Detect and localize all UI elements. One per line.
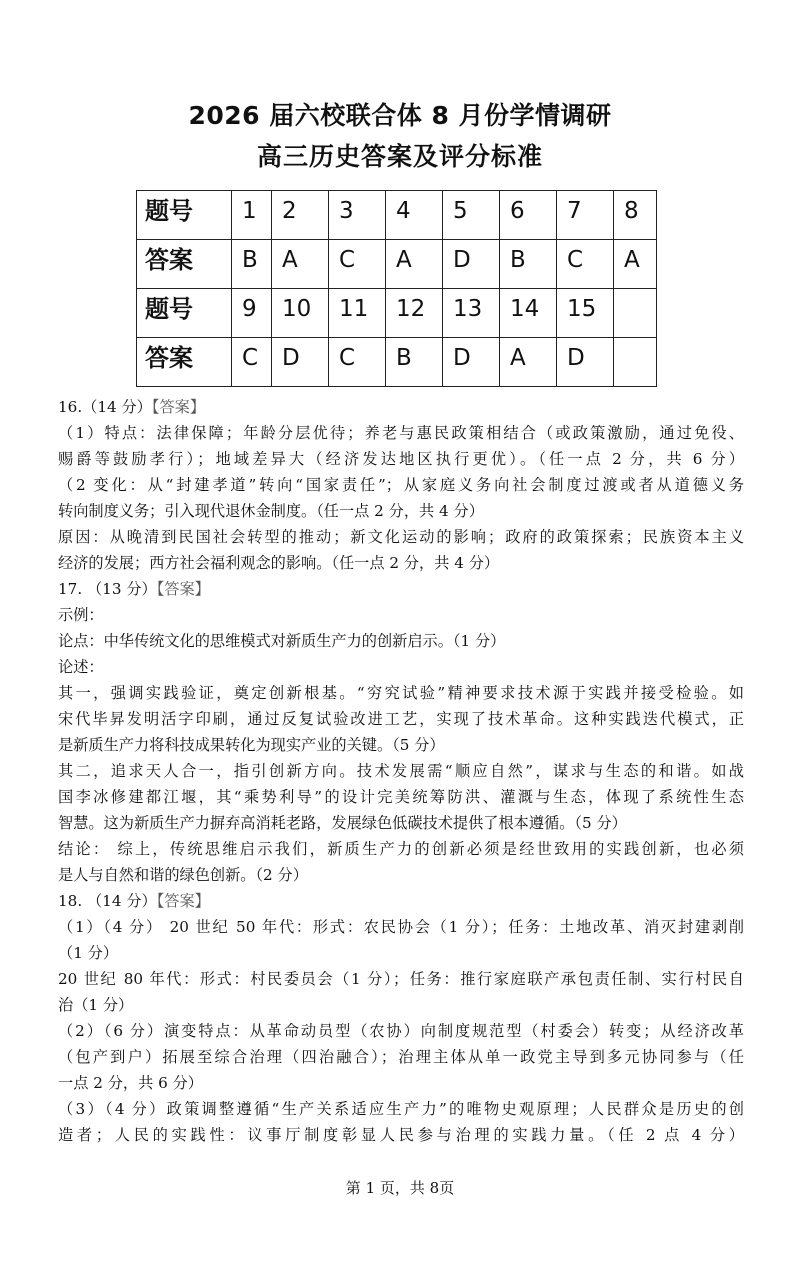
answer-cell: 12 [386, 289, 443, 338]
document-subtitle: 高三历史答案及评分标准 [256, 142, 543, 171]
q17-answer-tag: 【答案】 [156, 580, 210, 598]
answer-cell [614, 338, 657, 387]
answer-cell: D [272, 338, 329, 387]
q17-text-line: 结论： 综上，传统思维启示我们，新质生产力的创新必须是经世致用的实践创新，也必须 [58, 840, 744, 858]
answer-cell: 13 [443, 289, 500, 338]
answer-cell: 2 [272, 191, 329, 240]
q18-text-line: 治（1 分） [58, 996, 134, 1014]
answer-cell: A [386, 240, 443, 289]
row-label: 题号 [137, 191, 232, 240]
answer-cell: 8 [614, 191, 657, 240]
answer-cell: 14 [500, 289, 557, 338]
q18-text-line: 造者；人民的实践性：议事厅制度彰显人民参与治理的实践力量。（任 2 点 4 分） [58, 1126, 744, 1144]
q18-heading [58, 888, 744, 914]
answer-cell: 10 [272, 289, 329, 338]
document-title: 2026 届六校联合体 8 月份学情调研 [188, 101, 612, 130]
answer-cell: D [443, 240, 500, 289]
q17-text-line: 论点：中华传统文化的思维模式对新质生产力的创新启示。（1 分） [58, 632, 506, 650]
q16-text-line: 赐爵等鼓励孝行）；地域差异大（经济发达地区执行更优）。（任一点 2 分，共 6 分） [58, 450, 744, 468]
answer-cell: A [500, 338, 557, 387]
q17-text-line: 其二，追求天人合一，指引创新方向。技术发展需“顺应自然”，谋求与生态的和谐。如战 [58, 762, 744, 780]
q17-number: 17. （13 分） [58, 580, 157, 598]
answer-table-row [137, 338, 657, 387]
q16-text-line: 经济的发展；西方社会福利观念的影响。（任一点 2 分，共 4 分） [58, 554, 500, 572]
answer-cell: 1 [232, 191, 272, 240]
row-label: 答案 [137, 240, 232, 289]
q16-number: 16.（14 分） [58, 398, 152, 416]
answer-cell: C [329, 338, 386, 387]
q16-text-line: （1）特点：法律保障；年龄分层优待；养老与惠民政策相结合（或政策激励，通过免役、 [58, 424, 744, 442]
q17-section [58, 576, 744, 888]
answer-cell: B [232, 240, 272, 289]
row-label: 答案 [137, 338, 232, 387]
q16-text-line: 原因：从晚清到民国社会转型的推动；新文化运动的影响；政府的政策探索；民族资本主义 [58, 528, 744, 546]
q18-text-line: （1 分） [58, 944, 119, 962]
answer-body [58, 394, 744, 1148]
answer-cell: A [272, 240, 329, 289]
q16-answer-tag: 【答案】 [151, 398, 206, 416]
answer-table-row [137, 289, 657, 338]
q17-text-line: 是人与自然和谐的绿色创新。（2 分） [58, 866, 308, 884]
q18-answer-tag: 【答案】 [156, 892, 210, 910]
answer-table-row [137, 240, 657, 289]
answer-cell: A [614, 240, 657, 289]
q18-text-line: （3）（4 分）政策调整遵循“生产关系适应生产力”的唯物史观原理；人民群众是历史的创 [58, 1100, 744, 1118]
answer-cell: 3 [329, 191, 386, 240]
q18-number: 18. （14 分） [58, 892, 157, 910]
q18-text-line: 20 世纪 80 年代：形式：村民委员会（1 分）；任务：推行家庭联产承包责任制、实行村民自 [58, 970, 744, 988]
answer-cell: B [500, 240, 557, 289]
q17-text-line: 是新质生产力将科技成果转化为现实产业的关键。（5 分） [58, 736, 445, 754]
q17-text-line: 示例： [58, 606, 104, 624]
q17-text-line: 国李冰修建都江堰，其“乘势利导”的设计完美统筹防洪、灌溉与生态，体现了系统性生态 [58, 788, 744, 806]
q18-text-line: （1）（4 分） 20 世纪 50 年代：形式：农民协会（1 分）；任务：土地改革、消灭封建剥削 [58, 918, 744, 936]
answer-cell: 7 [557, 191, 614, 240]
answer-cell: D [557, 338, 614, 387]
answer-cell: D [443, 338, 500, 387]
answer-cell: 11 [329, 289, 386, 338]
q17-text-line: 其一，强调实践验证，奠定创新根基。“穷究试验”精神要求技术源于实践并接受检验。如 [58, 684, 744, 702]
answer-cell: C [232, 338, 272, 387]
q18-text-line: （包产到户）拓展至综合治理（四治融合）；治理主体从单一政党主导到多元协同参与（任 [58, 1048, 744, 1066]
q17-text-line: 论述： [58, 658, 104, 676]
q18-section [58, 888, 744, 1148]
q17-heading [58, 576, 744, 602]
answer-cell: 9 [232, 289, 272, 338]
q16-text-line: 转向制度义务；引入现代退休金制度。（任一点 2 分，共 4 分） [58, 502, 484, 520]
answer-cell: 6 [500, 191, 557, 240]
answer-cell: C [557, 240, 614, 289]
answer-table [136, 190, 657, 387]
answer-table-row [137, 191, 657, 240]
q18-text-line: （2）（6 分）演变特点：从革命动员型（农协）向制度规范型（村委会）转变；从经济改革 [58, 1022, 744, 1040]
answer-cell: 4 [386, 191, 443, 240]
q16-section [58, 394, 744, 576]
answer-cell: B [386, 338, 443, 387]
answer-cell [614, 289, 657, 338]
answer-cell: 15 [557, 289, 614, 338]
answer-cell: C [329, 240, 386, 289]
q18-text-line: 一点 2 分，共 6 分） [58, 1074, 203, 1092]
answer-cell: 5 [443, 191, 500, 240]
q16-heading [58, 394, 744, 420]
q16-text-line: （2 变化：从“封建孝道”转向“国家责任”；从家庭义务向社会制度过渡或者从道德义务 [58, 476, 744, 494]
row-label: 题号 [137, 289, 232, 338]
page-number: 第 1 页，共 8页 [345, 1179, 455, 1197]
q17-text-line: 智慧。这为新质生产力摒弃高消耗老路，发展绿色低碳技术提供了根本遵循。（5 分） [58, 814, 627, 832]
q17-text-line: 宋代毕昇发明活字印刷，通过反复试验改进工艺，实现了技术革命。这种实践迭代模式，正 [58, 710, 744, 728]
